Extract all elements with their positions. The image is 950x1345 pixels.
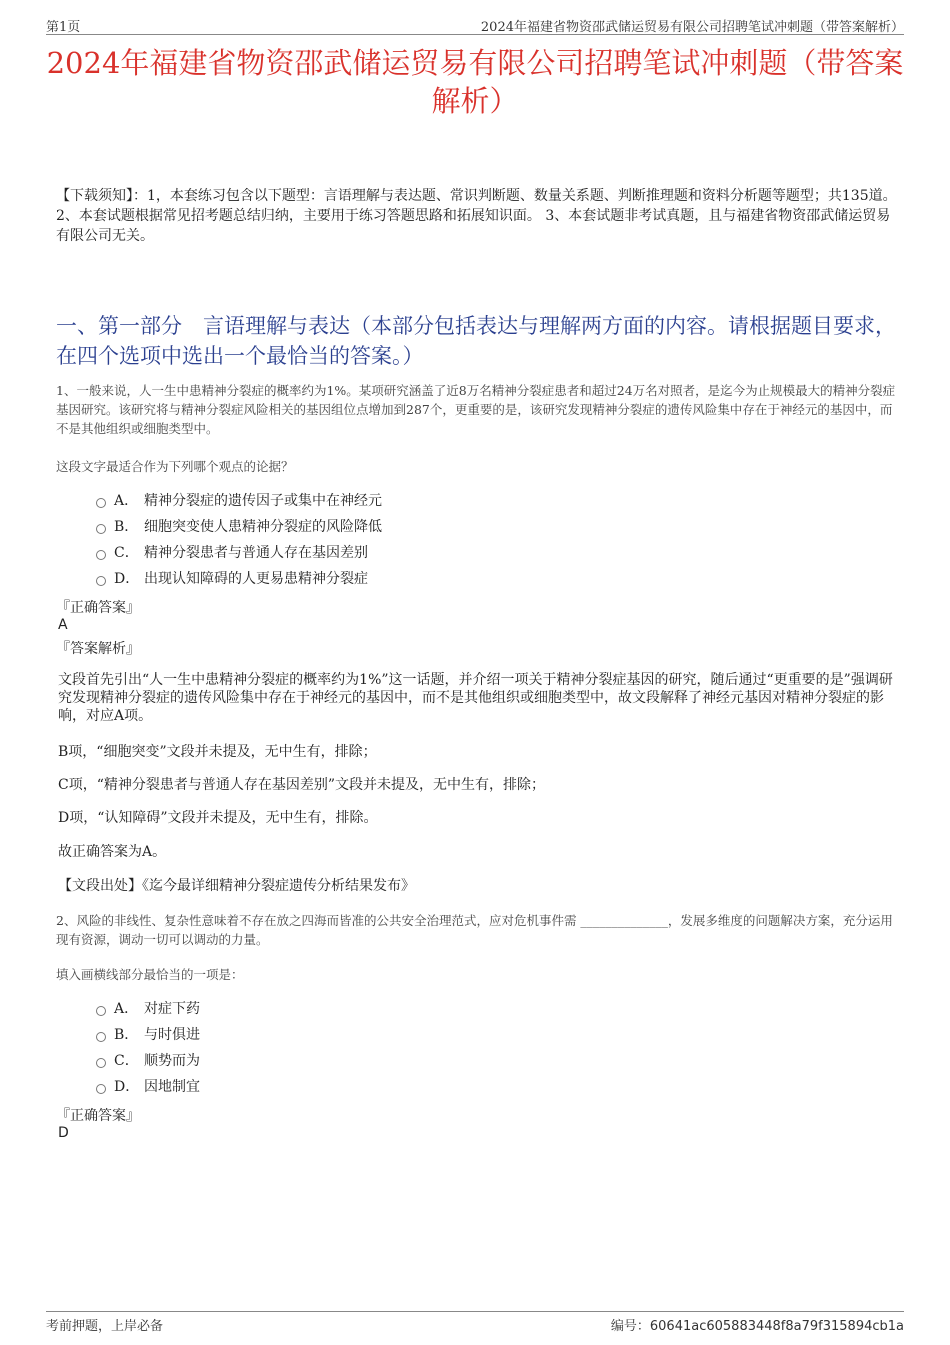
question-1-option-a[interactable]: A． 精神分裂症的遗传因子或集中在神经元 <box>96 488 382 514</box>
question-2-option-b[interactable]: B． 与时俱进 <box>96 1022 200 1048</box>
question-1-analysis-paragraph: B项，“细胞突变”文段并未提及，无中生有，排除； <box>58 744 377 760</box>
question-2-option-d[interactable]: D． 因地制宜 <box>96 1074 200 1100</box>
footer-code-label: 编号： <box>610 1319 650 1334</box>
question-1-analysis-label: 『答案解析』 <box>56 641 140 657</box>
question-1-option-b[interactable]: B． 细胞突变使人患精神分裂症的风险降低 <box>96 514 382 540</box>
question-1-answer-label: 『正确答案』 <box>56 600 140 616</box>
question-2-text: 2、风险的非线性、复杂性意味着不存在放之四海而皆准的公共安全治理范式，应对危机事件需 ______________，发展多维度的问题解决方案，充分运用现有资源，调动一切可以调动的力量。 <box>56 913 893 947</box>
question-1-options <box>96 488 382 592</box>
section-heading: 一、第一部分 言语理解与表达（本部分包括表达与理解两方面的内容。请根据题目要求，在四个选项中选出一个最恰当的答案。） <box>56 314 896 368</box>
footer-code <box>611 1315 904 1334</box>
footer-code-value: 60641ac605883448f8a79f315894cb1a <box>649 1319 904 1334</box>
question-1-answer: A <box>58 617 68 633</box>
question-1-analysis-paragraph: C项，“精神分裂患者与普通人存在基因差别”文段并未提及，无中生有，排除； <box>58 777 546 793</box>
question-1-option-c[interactable]: C． 精神分裂患者与普通人存在基因差别 <box>96 540 382 566</box>
radio-icon[interactable] <box>96 1006 106 1016</box>
question-1-prompt: 这段文字最适合作为下列哪个观点的论据？ <box>56 459 294 474</box>
question-2-option-a[interactable]: A． 对症下药 <box>96 996 200 1022</box>
question-1-option-d[interactable]: D． 出现认知障碍的人更易患精神分裂症 <box>96 566 382 592</box>
radio-icon[interactable] <box>96 524 106 534</box>
download-notice: 【下载须知】：1，本套练习包含以下题型：言语理解与表达题、常识判断题、数量关系题、判断推理题和资料分析题等题型；共135道。 2、本套试题根据常见招考题总结归纳，主要用于练习答题思路和拓展知识面。 3、本套试题非考试真题，且与福建省物资邵武储运贸易有限公司无关。 <box>56 188 897 244</box>
question-1-text: 1、一般来说，人一生中患精神分裂症的概率约为1%。某项研究涵盖了近8万名精神分裂症患者和超过24万名对照者，是迄今为止规模最大的精神分裂症基因研究。该研究将与精神分裂症风险相关的基因组位点增加到287个，更重要的是，该研究发现精神分裂症的遗传风险集中存在于神经元的基因中，而不是其他组织或细胞类型中。 <box>56 383 896 436</box>
document-title: 2024年福建省物资邵武储运贸易有限公司招聘笔试冲刺题（带答案解析） <box>46 46 904 118</box>
footer-slogan: 考前押题，上岸必备 <box>46 1319 164 1334</box>
question-1-analysis-paragraph: 文段首先引出“人一生中患精神分裂症的概率约为1%”这一话题，并介绍一项关于精神分裂症基因的研究，随后通过“更重要的是”强调研究发现精神分裂症的遗传风险集中存在于神经元的基因中，而不是其他组织或细胞类型中，故文段解释了神经元基因对精神分裂症的影响，对应A项。 <box>58 672 893 724</box>
radio-icon[interactable] <box>96 1058 106 1068</box>
question-2-answer-label: 『正确答案』 <box>56 1108 140 1124</box>
page-number: 第1页 <box>46 20 81 35</box>
radio-icon[interactable] <box>96 1032 106 1042</box>
radio-icon[interactable] <box>96 550 106 560</box>
page-header <box>46 14 904 35</box>
question-1-source: 【文段出处】《迄今最详细精神分裂症遗传分析结果发布》 <box>58 878 415 894</box>
question-1-analysis-paragraph: D项，“认知障碍”文段并未提及，无中生有，排除。 <box>58 810 378 826</box>
question-2-option-c[interactable]: C． 顺势而为 <box>96 1048 200 1074</box>
page-footer <box>46 1311 904 1334</box>
question-2-options <box>96 996 200 1100</box>
radio-icon[interactable] <box>96 576 106 586</box>
radio-icon[interactable] <box>96 498 106 508</box>
radio-icon[interactable] <box>96 1084 106 1094</box>
question-1-analysis-paragraph: 故正确答案为A。 <box>58 844 167 860</box>
question-2-answer: D <box>58 1125 69 1141</box>
question-2-prompt: 填入画横线部分最恰当的一项是： <box>56 967 244 982</box>
header-doc-name: 2024年福建省物资邵武储运贸易有限公司招聘笔试冲刺题（带答案解析） <box>480 20 904 35</box>
